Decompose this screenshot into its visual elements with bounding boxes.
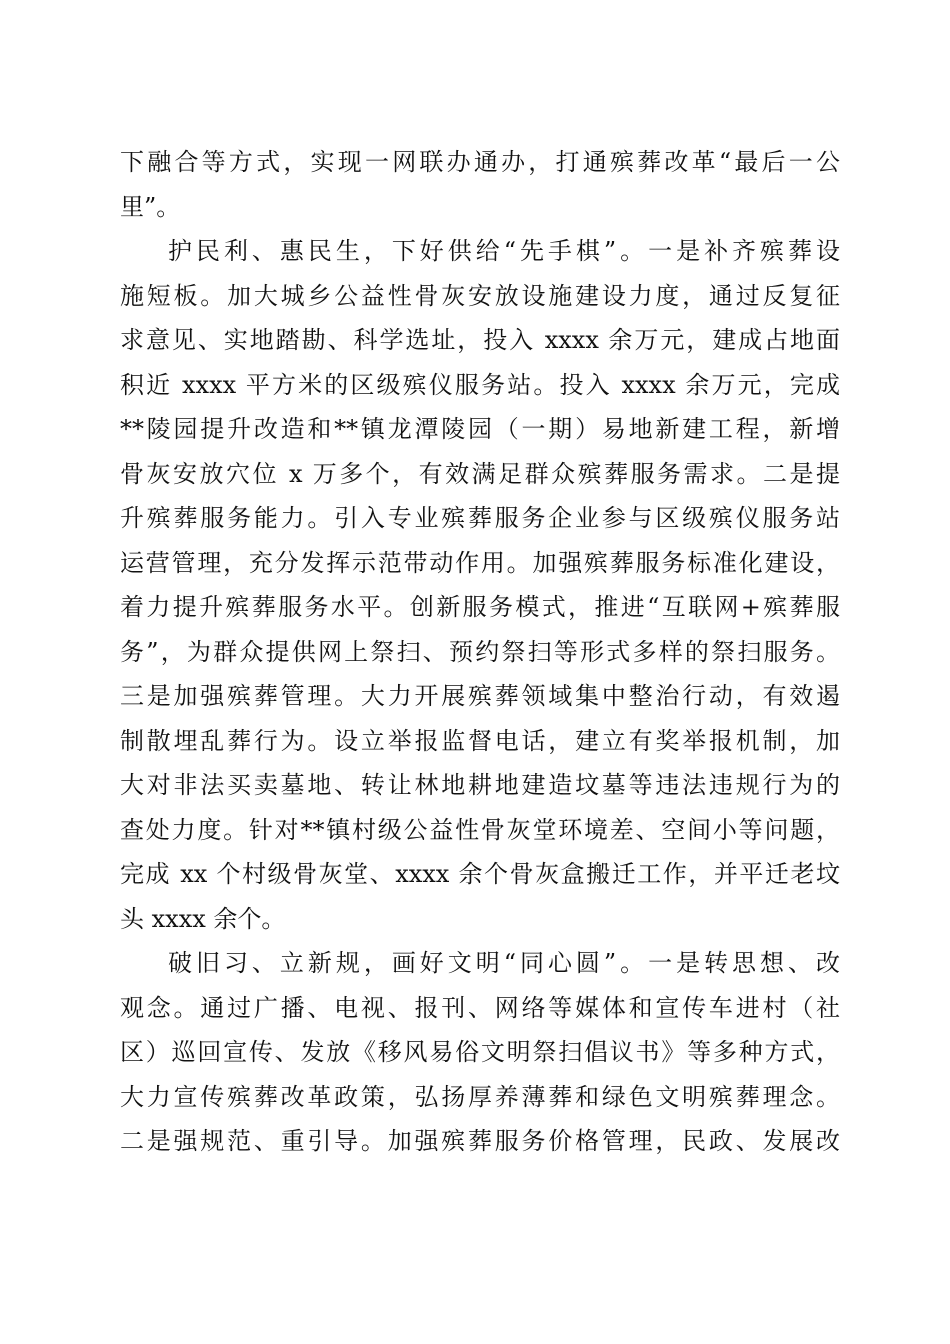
text-line: 大力宣传殡葬改革政策，弘扬厚养薄葬和绿色文明殡葬理念。 bbox=[120, 1082, 840, 1111]
text-line: 骨灰安放穴位 x 万多个，有效满足群众殡葬服务需求。二是提 bbox=[120, 459, 840, 488]
paragraph-supply bbox=[120, 229, 840, 941]
paragraph-continuation bbox=[120, 140, 840, 229]
text-line: 求意见、实地踏勘、科学选址，投入 xxxx 余万元，建成占地面 bbox=[120, 326, 840, 354]
text-line: **陵园提升改造和**镇龙潭陵园（一期）易地新建工程，新增 bbox=[120, 415, 840, 443]
text-line: 着力提升殡葬服务水平。创新服务模式，推进“互联网+殡葬服 bbox=[120, 593, 840, 621]
text-line: 里”。 bbox=[120, 192, 181, 221]
text-line: 三是加强殡葬管理。大力开展殡葬领域集中整治行动，有效遏 bbox=[120, 682, 840, 710]
text-line: 二是强规范、重引导。加强殡葬服务价格管理，民政、发展改 bbox=[120, 1127, 840, 1155]
text-line: 破旧习、立新规，画好文明“同心圆”。一是转思想、改 bbox=[168, 949, 840, 977]
text-line: 制散埋乱葬行为。设立举报监督电话，建立有奖举报机制，加 bbox=[120, 726, 840, 755]
text-line: 查处力度。针对**镇村级公益性骨灰堂环境差、空间小等问题， bbox=[120, 815, 840, 844]
text-line: 务”，为群众提供网上祭扫、预约祭扫等形式多样的祭扫服务。 bbox=[120, 637, 840, 666]
text-line: 下融合等方式，实现一网联办通办，打通殡葬改革“最后一公 bbox=[120, 148, 840, 176]
text-line: 施短板。加大城乡公益性骨灰安放设施建设力度，通过反复征 bbox=[120, 281, 840, 310]
text-line: 积近 xxxx 平方米的区级殡仪服务站。投入 xxxx 余万元，完成 bbox=[120, 370, 840, 399]
paragraph-customs bbox=[120, 941, 840, 1164]
text-line: 区）巡回宣传、发放《移风易俗文明祭扫倡议书》等多种方式， bbox=[120, 1038, 840, 1066]
text-line: 完成 xx 个村级骨灰堂、xxxx 余个骨灰盒搬迁工作，并平迁老坟 bbox=[120, 860, 840, 888]
body-text bbox=[120, 140, 840, 1164]
text-line: 大对非法买卖墓地、转让林地耕地建造坟墓等违法违规行为的 bbox=[120, 771, 840, 799]
text-line: 升殡葬服务能力。引入专业殡葬服务企业参与区级殡仪服务站 bbox=[120, 504, 840, 532]
text-line: 护民利、惠民生，下好供给“先手棋”。一是补齐殡葬设 bbox=[168, 237, 840, 265]
text-line: 头 xxxx 余个。 bbox=[120, 904, 286, 933]
text-line: 观念。通过广播、电视、报刊、网络等媒体和宣传车进村（社 bbox=[120, 993, 840, 1022]
text-line: 运营管理，充分发挥示范带动作用。加强殡葬服务标准化建设， bbox=[120, 548, 840, 577]
